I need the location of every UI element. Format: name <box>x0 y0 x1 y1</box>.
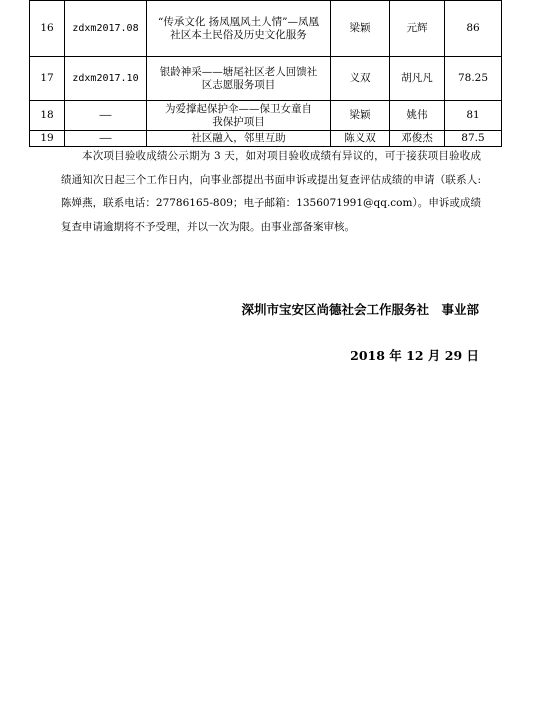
score: 87.5 <box>445 131 502 147</box>
acceptance-score-table <box>29 0 502 147</box>
row-number: 16 <box>30 1 65 57</box>
score: 78.25 <box>445 57 502 101</box>
table-row <box>30 1 502 57</box>
signature-organization: 深圳市宝安区尚德社会工作服务社 事业部 <box>241 302 479 317</box>
project-name: “传承文化 扬凤凰风土人情”—凤凰社区本土民俗及历史文化服务 <box>147 1 331 57</box>
project-name: 为爱撑起保护伞——保卫女童自我保护项目 <box>147 101 331 131</box>
row-number: 17 <box>30 57 65 101</box>
score: 86 <box>445 1 502 57</box>
project-leader: 陈义双 <box>331 131 390 147</box>
project-leader: 梁颖 <box>331 1 390 57</box>
score: 81 <box>445 101 502 131</box>
row-number: 18 <box>30 101 65 131</box>
project-leader: 梁颖 <box>331 101 390 131</box>
evaluator: 邓俊杰 <box>390 131 445 147</box>
evaluator: 胡凡凡 <box>390 57 445 101</box>
project-code: zdxm2017.08 <box>65 1 147 57</box>
notice-paragraph: 本次项目验收成绩公示期为 3 天，如对项目验收成绩有异议的，可于接获项目验收成绩通知次日起三个工作日内，向事业部提出书面申诉或提出复查评估成绩的申请（联系人:陈婵燕，联系电话：27786165-809；电子邮箱：1356071991@qq.com）。申诉或成绩复查申请逾期将不予受理，并以一次为限。由事业部备案审核。 <box>61 150 481 233</box>
row-number: 19 <box>30 131 65 147</box>
project-code: —— <box>65 101 147 131</box>
table-row <box>30 57 502 101</box>
evaluator: 元辉 <box>390 1 445 57</box>
evaluator: 姚伟 <box>390 101 445 131</box>
project-leader: 义双 <box>331 57 390 101</box>
table-row <box>30 101 502 131</box>
signature-date: 2018 年 12 月 29 日 <box>350 348 479 363</box>
project-name: 银龄神采——塘尾社区老人回馈社区志愿服务项目 <box>147 57 331 101</box>
project-name: 社区融入，邻里互助 <box>147 131 331 147</box>
project-code: —— <box>65 131 147 147</box>
project-code: zdxm2017.10 <box>65 57 147 101</box>
